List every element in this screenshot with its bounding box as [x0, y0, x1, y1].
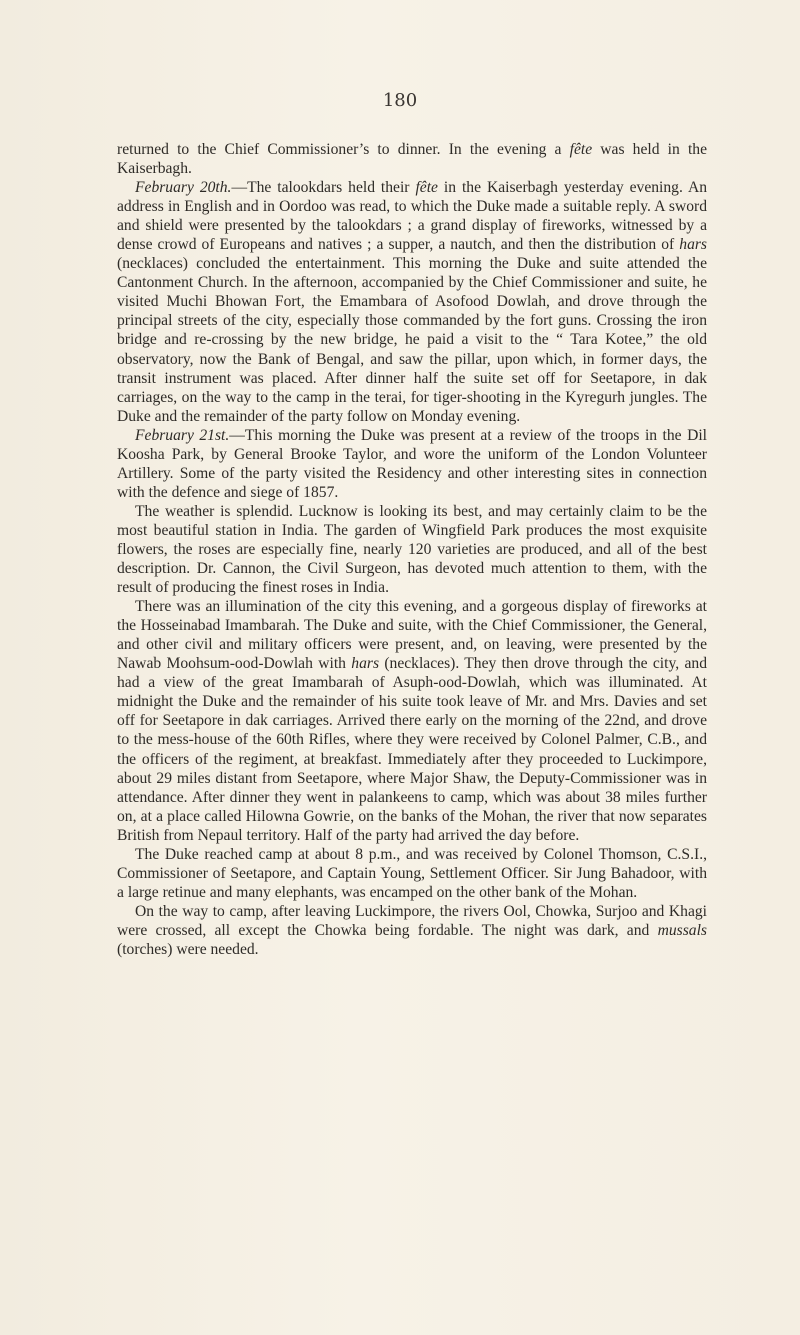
paragraph [117, 502, 707, 597]
paragraph [117, 902, 707, 959]
paragraph [117, 178, 707, 426]
text-run: —The talookdars held their [231, 179, 416, 197]
text-run: The weather is splendid. Lucknow is looking its best, and may certainly claim to be the most beautiful station in India. The garden of Wingfield Park produces the most exquisite flowers, the roses are especially fine, nearly 120 varieties are produced, and all of the best description. Dr. Cannon, the Civil Surgeon, has devoted much attention to them, with the result of producing the finest roses in India. [117, 502, 707, 597]
text-run: (necklaces). They then drove through the city, and had a view of the great Imambarah of Asuph-ood-Dowlah, which was illuminated. At midnight the Duke and the remainder of his suite took leave of Mr. and Mrs. Davies and set off for Seetapore in dak carriages. Arrived there early on the morning of the 22nd, and drove to the mess-house of the 60th Rifles, where they were received by Colonel Palmer, C.B., and the officers of the regiment, at breakfast. Immediately after they proceeded to Luckimpore, about 29 miles distant from Seetapore, where Major Shaw, the Deputy-Commissioner was in attendance. After dinner they went in palankeens to camp, which was about 38 miles further on, at a place called Hilowna Gowrie, on the banks of the Mohan, the river that now separates British from Nepaul territory. Half of the party had arrived the day before. [117, 655, 707, 844]
text-run: There was an illumination of the city this evening, and a gorgeous display of fireworks at the Hosseinabad Imambarah. The Duke and suite, with the Chief Commissioner, the General, and other civil and military officers were present, and, on leaving, were presented by the Nawab Moohsum-ood-Dowlah with [117, 598, 707, 673]
paragraph [117, 426, 707, 502]
italic-text: fête [569, 141, 593, 158]
paragraph [117, 140, 707, 178]
italic-text: February 20th. [135, 179, 232, 197]
text-run: in the Kaiserbagh yesterday evening. An address in English and in Oordoo was read, to which the Duke made a suitable reply. A sword and shield were presented by the talookdars ; a grand display of fireworks, witnessed by a dense crowd of Europeans and natives ; a supper, a nautch, and then the distribution of [117, 179, 708, 254]
text-run: —This morning the Duke was present at a review of the troops in the Dil Koosha Park, by General Brooke Taylor, and wore the uniform of the London Volunteer Artillery. Some of the party visited the Residency and other interesting sites in connection with the defence and siege of 1857. [117, 426, 708, 501]
italic-text: hars [351, 655, 380, 673]
paragraph [117, 597, 707, 845]
text-run: (necklaces) concluded the entertainment. This morning the Duke and suite attended the Cantonment Church. In the afternoon, accompanied by the Chief Commissioner and suite, he visited Muchi Bhowan Fort, the Emambara of Asofood Dowlah, and drove through the principal streets of the city, especially those commanded by the fort guns. Crossing the iron bridge and re-crossing by the new bridge, he paid a visit to the “ Tara Kotee,” the old observatory, now the Bank of Bengal, and saw the pillar, upon which, in former days, the transit instrument was placed. After dinner half the suite set off for Seetapore, in dak carriages, on the way to the camp in the terai, for tiger-shooting in the Kyregurh jungles. The Duke and the remainder of the party follow on Monday evening. [117, 255, 707, 425]
text-run: The Duke reached camp at about 8 p.m., and was received by Colonel Thomson, C.S.I., Commissioner of Seetapore, and Captain Young, Settlement Officer. Sir Jung Bahadoor, with a large retinue and many elephants, was encamped on the other bank of the Mohan. [117, 845, 707, 901]
italic-text: hars [679, 236, 707, 254]
italic-text: February 21st. [135, 426, 230, 444]
text-run: (torches) were needed. [117, 940, 259, 958]
text-run: returned to the Chief Commissioner’s to dinner. In the evening a [117, 141, 570, 158]
page-number: 180 [382, 90, 418, 111]
text-run: was held in the Kaiserbagh. [117, 141, 707, 178]
italic-text: mussals [657, 921, 707, 939]
body-text [117, 140, 707, 959]
text-run: On the way to camp, after leaving Luckimpore, the rivers Ool, Chowka, Surjoo and Khagi were crossed, all except the Chowka being fordable. The night was dark, and [117, 902, 707, 939]
italic-text: fête [415, 179, 438, 197]
paragraph [117, 845, 707, 902]
